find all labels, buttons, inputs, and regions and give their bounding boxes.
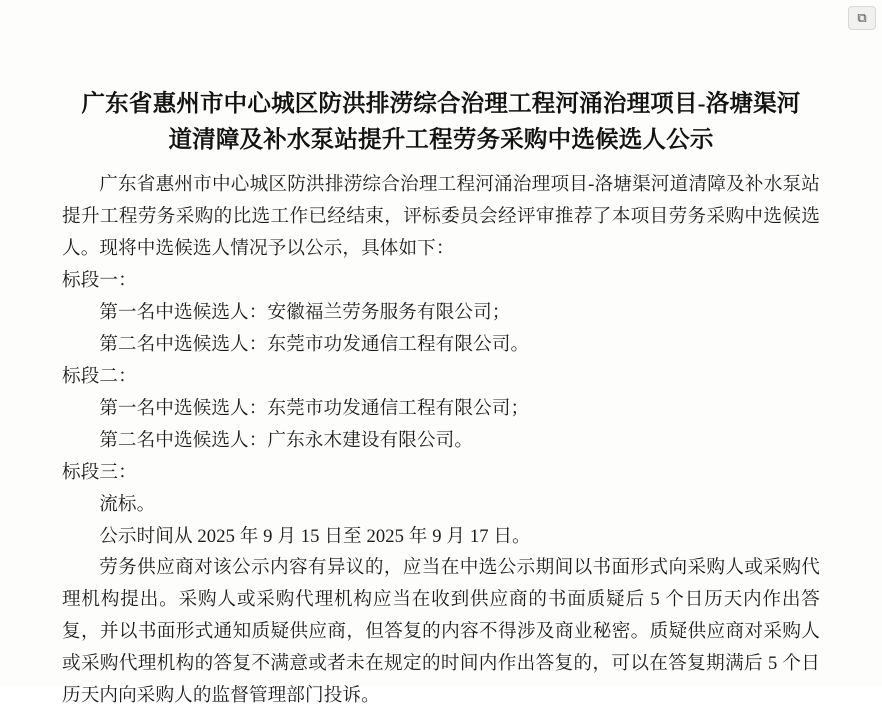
lot-one-candidate-first: 第一名中选候选人：安徽福兰劳务服务有限公司；	[99, 301, 511, 323]
section-lot-three-heading: 标段三：	[62, 461, 137, 483]
lot-two-candidate-first: 第一名中选候选人：东莞市功发通信工程有限公司；	[99, 397, 530, 419]
paragraph-intro: 广东省惠州市中心城区防洪排涝综合治理工程河涌治理项目-洛塘渠河道清障及补水泵站提升工程劳务采购的比选工作已经结束，评标委员会经评审推荐了本项目劳务采购中选候选人。现将中选候选人情况予以公示，具体如下：	[62, 173, 820, 259]
lot-one-candidate-second: 第二名中选候选人：东莞市功发通信工程有限公司。	[99, 333, 530, 355]
section-lot-one-heading: 标段一：	[62, 269, 137, 291]
section-lot-two-heading: 标段二：	[62, 365, 137, 387]
page-title-line-2: 道清障及补水泵站提升工程劳务采购中选候选人公示	[168, 127, 714, 154]
page-title-line-1: 广东省惠州市中心城区防洪排涝综合治理工程河涌治理项目-洛塘渠河	[81, 91, 801, 117]
lot-three-result: 流标。	[99, 493, 156, 515]
announcement-period: 公示时间从 2025 年 9 月 15 日至 2025 年 9 月 17 日。	[99, 525, 531, 547]
paragraph-objection-procedure: 劳务供应商对该公示内容有异议的，应当在中选公示期间以书面形式向采购人或采购代理机构提出。采购人或采购代理机构应当在收到供应商的书面质疑后 5 个日历天内作出答复，并以书面形式通知质疑供应商，但答复的内容不得涉及商业秘密。质疑供应商对采购人或采购代理机构的答复不满意或者未在规定的时间内作出答复的，可以在答复期满后 5 个日历天内向采购人的监督管理部门投诉。	[62, 557, 820, 707]
lot-two-candidate-second: 第二名中选候选人：广东永木建设有限公司。	[99, 429, 474, 451]
page-toggle-glyph: ⧉	[857, 10, 867, 25]
page-title	[62, 86, 820, 159]
